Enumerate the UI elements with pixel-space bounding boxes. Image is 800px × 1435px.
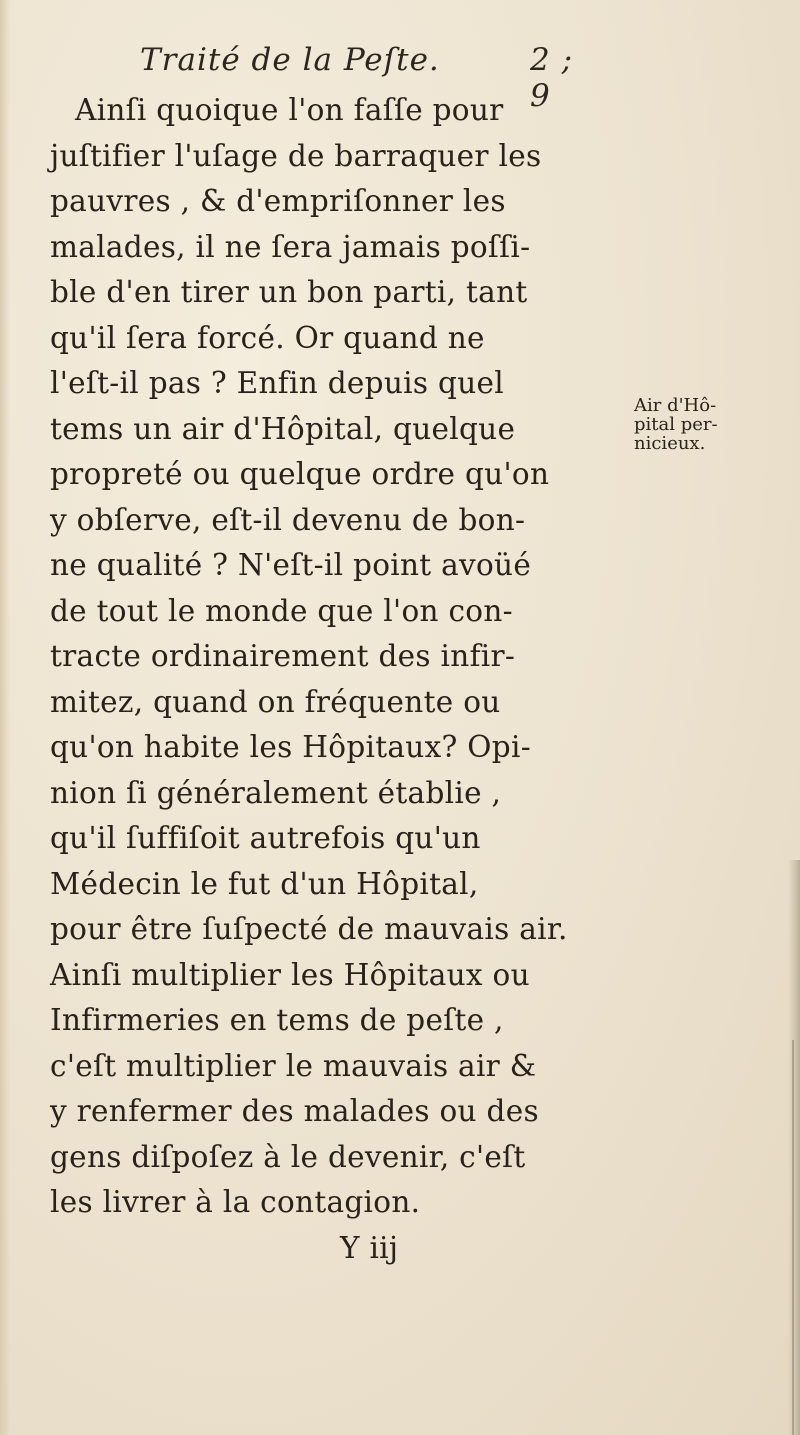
text-line: tracte ordinairement des infir- xyxy=(50,639,516,673)
text-line: juſtifier l'uſage de barraquer les xyxy=(50,138,542,173)
text-line: c'eſt multiplier le mauvais air & xyxy=(50,1048,537,1083)
margin-note-line: pital per- xyxy=(634,414,718,435)
text-line: ne qualité ? N'eſt-il point avoüé xyxy=(50,548,532,582)
body-text xyxy=(50,88,610,1271)
text-line: ble d'en tirer un bon parti, tant xyxy=(50,275,528,309)
text-line: les livrer à la contagion. xyxy=(50,1185,421,1219)
text-line: Infirmeries en tems de peſte , xyxy=(50,1003,504,1037)
running-head-title: Traité de la Peſte. xyxy=(140,42,440,78)
text-line: de tout le monde que l'on con- xyxy=(50,593,513,628)
margin-note xyxy=(634,396,794,453)
text-line: qu'il ſera forcé. Or quand ne xyxy=(50,320,485,355)
text-line: y obſerve, eſt-il devenu de bon- xyxy=(50,502,526,537)
text-line: malades, il ne ſera jamais poſſi- xyxy=(50,229,531,264)
text-line: Ainſi quoique l'on faſſe pour xyxy=(75,93,504,127)
text-line: propreté ou quelque ordre qu'on xyxy=(50,457,550,491)
text-line: pauvres , & d'empriſonner les xyxy=(50,184,506,218)
margin-note-line: nicieux. xyxy=(634,433,706,454)
page-gutter-shadow xyxy=(0,0,10,1435)
text-line: mitez, quand on fréquente ou xyxy=(50,684,501,719)
text-line: nion ſi généralement établie , xyxy=(50,775,502,810)
text-line: pour être ſuſpecté de mauvais air. xyxy=(50,912,568,946)
page-number: 2 ; 9 xyxy=(530,42,574,114)
margin-note-line: Air d'Hô- xyxy=(634,395,717,416)
page-edge-line xyxy=(792,1040,794,1435)
text-line: gens diſpoſez à le devenir, c'eſt xyxy=(50,1139,526,1174)
text-line: y renfermer des malades ou des xyxy=(50,1094,539,1128)
page-edge-shadow xyxy=(788,860,800,1435)
text-line: l'eſt-il pas ? Enfin depuis quel xyxy=(50,366,504,400)
text-line: Médecin le fut d'un Hôpital, xyxy=(50,866,479,901)
text-line: qu'il ſuffiſoit autrefois qu'un xyxy=(50,821,481,855)
text-line: qu'on habite les Hôpitaux? Opi- xyxy=(50,730,531,764)
text-line: tems un air d'Hôpital, quelque xyxy=(50,411,516,446)
text-line: Ainſi multiplier les Hôpitaux ou xyxy=(50,957,530,992)
signature-mark: Y iij xyxy=(340,1230,399,1265)
